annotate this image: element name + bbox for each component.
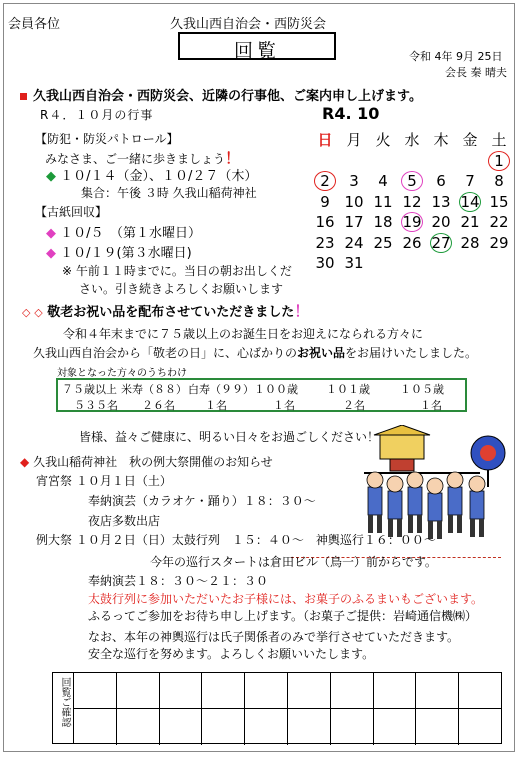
calendar-weekday: 土: [491, 131, 507, 149]
calendar-weekday: 水: [404, 131, 420, 149]
paper-note1: ※ 午前１１時までに。当日の朝お出しくだ: [62, 264, 292, 278]
calendar-weekday: 火: [375, 131, 391, 149]
calendar-week-row: [312, 253, 516, 273]
calendar-day: 14: [460, 192, 480, 211]
paper-date2-line: [46, 242, 192, 261]
calendar-day: 9: [320, 192, 330, 211]
october-heading: R４．１０月の行事: [40, 108, 154, 122]
calendar-weekday: 月: [346, 131, 362, 149]
signature: 会長 秦 晴夫: [445, 66, 507, 79]
breakdown-category: １０５歳: [400, 383, 444, 396]
calendar-week-row: [312, 171, 516, 191]
intro-text: 久我山西自治会・西防災会、近隣の行事他、ご案内申し上げます。: [33, 89, 422, 104]
calendar-week-row: [312, 233, 516, 253]
red-diamond-outline-icon: ◇ ◇: [22, 306, 43, 319]
green-diamond-icon: ◆: [46, 169, 56, 184]
breakdown-category: １０１歳: [326, 383, 370, 396]
confirmation-cell: [160, 709, 203, 745]
paper-heading: 【古紙回収】: [35, 205, 108, 219]
calendar-weekday: 日: [317, 131, 333, 149]
patrol-dates-line: [46, 165, 257, 184]
breakdown-category: ７５歳以上: [62, 383, 117, 396]
calendar-weekday-row: [312, 130, 516, 150]
calendar-day: 12: [402, 192, 422, 211]
calendar-day: 15: [489, 192, 509, 211]
festival-closing2: 安全な巡行を努めます。よろしくお願いいたします。: [88, 647, 375, 661]
calendar-day: 4: [378, 172, 388, 190]
calendar-day: 11: [373, 192, 393, 211]
confirmation-label: 回覧ご確認: [59, 677, 70, 727]
calendar-week-row: [312, 212, 516, 232]
respect-closing: 皆様、益々ご健康に、明るい日々をお過ごしください！: [79, 430, 380, 444]
festival-heading-line: [20, 453, 273, 470]
calendar-week-row: [312, 192, 516, 212]
calendar-day: 22: [489, 213, 509, 231]
confirmation-cell: [74, 709, 117, 745]
breakdown-label: 対象となった方々のうちわけ: [57, 368, 187, 379]
patrol-invite-text: みなさま、ご一緒に歩きましょう: [45, 152, 226, 166]
paper-date1: １０/５ （第１水曜日）: [60, 226, 202, 241]
calendar-day: 3: [349, 172, 359, 190]
calendar-weekday: 金: [462, 131, 478, 149]
paper-note2: さい。引き続きよろしくお願いします: [79, 282, 284, 296]
breakdown-category: 米寿（８８）: [121, 383, 187, 396]
calendar-day: 2: [312, 171, 338, 191]
calendar-weekday: 木: [433, 131, 449, 149]
sweets-notice: 太鼓行列に参加いただいたお子様には、お菓子のふるまいもございます。: [88, 592, 484, 606]
confirmation-cell: [416, 673, 459, 709]
breakdown-count: １名: [420, 399, 442, 412]
confirmation-cell: [288, 709, 331, 745]
calendar-day: 10: [344, 192, 364, 211]
calendar-day: 31: [344, 254, 364, 272]
calendar-week-row: [312, 151, 516, 171]
breakdown-count: ２６名: [142, 399, 175, 412]
pink-diamond-icon: ◆: [46, 246, 56, 261]
patrol-exclaim: ！: [225, 149, 241, 167]
recipients-label: 会員各位: [8, 17, 61, 32]
respect-exclaim: ！: [294, 302, 310, 320]
confirmation-cell: [245, 709, 288, 745]
calendar-day: 7: [465, 172, 475, 190]
confirmation-cell: [117, 673, 160, 709]
intro-line: [20, 85, 422, 104]
confirmation-cell: [202, 709, 245, 745]
calendar-day: 21: [460, 213, 480, 231]
breakdown-category: １００歳: [254, 383, 298, 396]
calendar-day: 25: [373, 233, 393, 252]
confirmation-cells: [74, 672, 502, 744]
confirmation-cell: [74, 673, 117, 709]
calendar-day: 30: [315, 254, 335, 272]
calendar-day: 19: [402, 213, 422, 231]
respect-line2: [33, 344, 477, 361]
issue-date: 令和 4年 9月 25日: [409, 50, 503, 63]
calendar-day: 6: [436, 172, 446, 190]
confirmation-cell: [245, 673, 288, 709]
confirmation-cell: [331, 709, 374, 745]
title-box: [178, 32, 336, 60]
calendar-day: 27: [431, 233, 451, 252]
calendar-day: 5: [399, 171, 425, 191]
eve-stalls: 夜店多数出店: [88, 514, 161, 528]
patrol-meeting: 集合：午後 ３時 久我山稲荷神社: [81, 186, 257, 200]
respect-heading: 敬老お祝い品を配布させていただきました: [47, 305, 295, 320]
calendar-day: 8: [494, 172, 504, 190]
calendar-title: R4. 10: [322, 104, 380, 123]
pink-diamond-icon: ◆: [46, 226, 56, 241]
confirmation-cell: [288, 673, 331, 709]
breakdown-count: ５３５名: [74, 399, 118, 412]
calendar-day: 13: [431, 192, 451, 211]
calendar-day: 24: [344, 233, 364, 252]
confirmation-cell: [459, 709, 502, 745]
confirmation-cell: [374, 673, 417, 709]
calendar-day: 18: [373, 213, 393, 231]
calendar-day: 29: [489, 233, 509, 252]
calendar-day: 26: [402, 233, 422, 252]
sweets-invite: ふるってご参加をお待ち申し上げます。（お菓子ご提供：岩崎通信機㈱）: [88, 609, 478, 623]
festival-heading: 久我山稲荷神社 秋の例大祭開催のお知らせ: [33, 455, 273, 469]
calendar-day: 20: [431, 213, 451, 231]
respect-line2-c: をお届けいたしました。: [345, 346, 478, 360]
confirmation-cell: [331, 673, 374, 709]
respect-heading-line: [22, 300, 309, 321]
festival-closing1: なお、本年の神輿巡行は氏子関係者のみで挙行させていただきます。: [88, 630, 460, 644]
confirmation-cell: [160, 673, 203, 709]
paper-date1-line: [46, 222, 201, 241]
calendar-day: 1: [486, 151, 512, 171]
calendar-day: 28: [460, 233, 480, 252]
breakdown-category: 白寿（９９）: [188, 383, 254, 396]
organization-name: 久我山西自治会・西防災会: [170, 17, 327, 32]
patrol-dates: １０/１４（金）、１０/２７（木）: [60, 169, 258, 184]
route-note: 今年の巡行スタートは倉田ビル（鳥一）前からです。: [150, 555, 437, 569]
calendar-day: 23: [315, 233, 335, 252]
confirmation-cell: [202, 673, 245, 709]
festival-mikoshi-illustration: [360, 425, 510, 545]
calendar-day: 16: [315, 213, 335, 231]
respect-line2-a: 久我山西自治会から「敬老の日」に、心ばかりの: [33, 346, 298, 360]
breakdown-count: １名: [273, 399, 295, 412]
confirmation-cell: [117, 709, 160, 745]
main-performance: 奉納演芸１８：３０～２１：３０: [88, 574, 269, 588]
paper-date2: １０/１９(第３水曜日): [60, 246, 192, 261]
confirmation-cell: [459, 673, 502, 709]
confirmation-cell: [374, 709, 417, 745]
red-square-bullet-icon: [20, 93, 27, 100]
confirmation-cell: [416, 709, 459, 745]
eve-performance: 奉納演芸（カラオケ・踊り）１８：３０～: [88, 494, 316, 508]
respect-line1: 令和４年末までに７５歳以上のお誕生日をお迎えになられる方々に: [63, 327, 424, 341]
main-festival-label: 例大祭 １０月２日（日）太鼓行列 １５：４０～ 神輿巡行１６：００～: [36, 533, 436, 547]
breakdown-count: １名: [205, 399, 227, 412]
calendar-day: 17: [344, 213, 364, 231]
page-title: 回覧: [233, 40, 280, 62]
respect-line2-b: お祝い品: [297, 346, 346, 360]
confirmation-label-cell: [52, 672, 74, 744]
breakdown-count: ２名: [343, 399, 365, 412]
patrol-heading: 【防犯・防災パトロール】: [35, 132, 179, 146]
confirmation-grid: [52, 672, 502, 744]
eve-festival-label: 宵宮祭 １０月１日（土）: [36, 474, 172, 488]
red-diamond-icon: ◆: [20, 455, 30, 469]
